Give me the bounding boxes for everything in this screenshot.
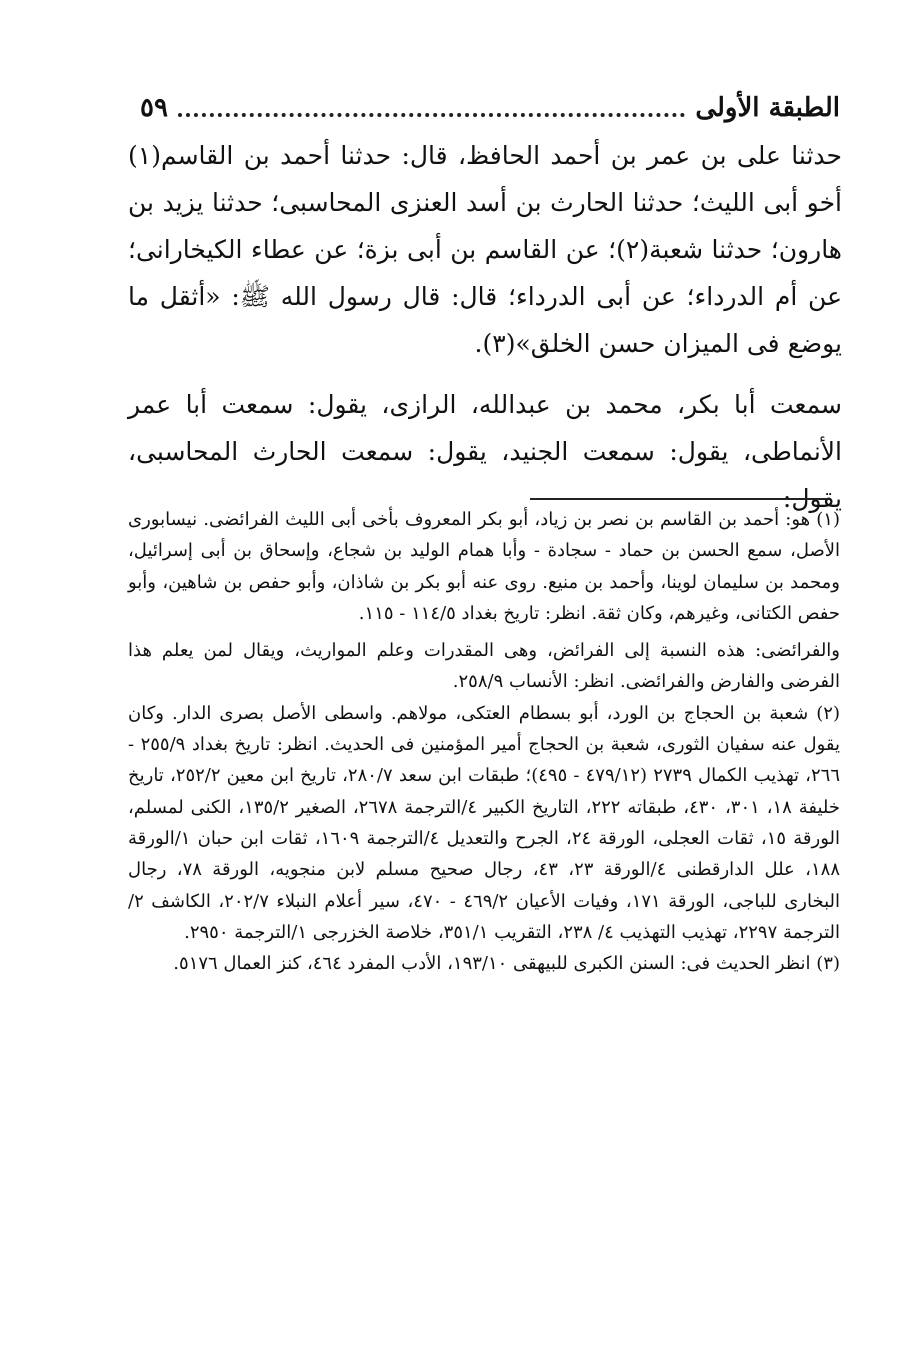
footnotes: [128, 504, 840, 979]
header-dot-leader: [178, 109, 685, 117]
running-header: [140, 88, 840, 128]
chapter-title: الطبقة الأولى: [695, 93, 840, 123]
hadith-paragraph: حدثنا على بن عمر بن أحمد الحافظ، قال: حدثنا أحمد بن القاسم(١) أخو أبى الليث؛ حدثنا الحارث بن أسد العنزى المحاسبى؛ حدثنا يزيد بن هارون؛ حدثنا شعبة(٢)؛ عن القاسم بن أبى بزة؛ عن عطاء الكيخارانى؛ عن أم الدرداء؛ عن أبى الدرداء؛ قال: قال رسول الله ﷺ: «أثقل ما يوضع فى الميزان حسن الخلق»(٣).: [128, 141, 842, 358]
footnote-3: (٣) انظر الحديث فى: السنن الكبرى للبيهقى ١٩٣/١٠، الأدب المفرد ٤٦٤، كنز العمال ٥١٧٦.: [173, 953, 840, 975]
footnote-1: (١) هو: أحمد بن القاسم بن نصر بن زياد، أبو بكر المعروف بأخى أبى الليث الفرائضى. نيسابورى الأصل، سمع الحسن بن حماد - سجادة - وأبا همام الوليد بن شجاع، وإسحاق بن أبى إسرائيل، ومحمد بن سليمان لوينا، وأحمد بن منيع. روى عنه أبو بكر بن شاذان، وأبو حفص بن شاهين، وأبو حفص الكتانى، وغيرهم، وكان ثقة. انظر: تاريخ بغداد ١١٤/٥ - ١١٥.: [128, 509, 840, 624]
footnote-separator: [530, 498, 830, 500]
narration-paragraph: سمعت أبا بكر، محمد بن عبدالله، الرازى، يقول: سمعت أبا عمر الأنماطى، يقول: سمعت الجنيد، يقول: سمعت الحارث المحاسبى، يقول:: [128, 390, 842, 513]
page-number: ٥٩: [140, 93, 168, 123]
footnote-2: (٢) شعبة بن الحجاج بن الورد، أبو بسطام العتكى، مولاهم. واسطى الأصل بصرى الدار. وكان يقول عنه سفيان الثورى، شعبة بن الحجاج أمير المؤمنين فى الحديث. انظر: تاريخ بغداد ٢٥٥/٩ - ٢٦٦، تهذيب الكمال ٢٧٣٩ (٤٧٩/١٢ - ٤٩٥)؛ طبقات ابن سعد ٢٨٠/٧، تاريخ ابن معين ٢٥٢/٢، تاريخ خليفة ١٨، ٣٠١، ٤٣٠، طبقاته ٢٢٢، التاريخ الكبير ٤/الترجمة ٢٦٧٨، الصغير ١٣٥/٢، الكنى لمسلم، الورقة ١٥، ثقات العجلى، الورقة ٢٤، الجرح والتعديل ٤/الترجمة ١٦٠٩، ثقات ابن حبان ١/الورقة ١٨٨، علل الدارقطنى ٤/الورقة ٢٣، ٤٣، رجال صحيح مسلم لابن منجويه، الورقة ٧٨، رجال البخارى للباجى، الورقة ١٧١، وفيات الأعيان ٤٦٩/٢ - ٤٧٠، سير أعلام النبلاء ٢٠٢/٧، الكاشف ٢/ الترجمة ٢٢٩٧، تهذيب التهذيب ٤/ ٢٣٨، التقريب ٣٥١/١، خلاصة الخزرجى ١/الترجمة ٢٩٥٠.: [128, 702, 841, 943]
footnote-1-continuation: والفرائضى: هذه النسبة إلى الفرائض، وهى المقدرات وعلم المواريث، ويقال لمن يعلم هذا الفرضى والفارض والفرائضى. انظر: الأنساب ٢٥٨/٩.: [128, 640, 840, 693]
main-text: [128, 132, 842, 522]
